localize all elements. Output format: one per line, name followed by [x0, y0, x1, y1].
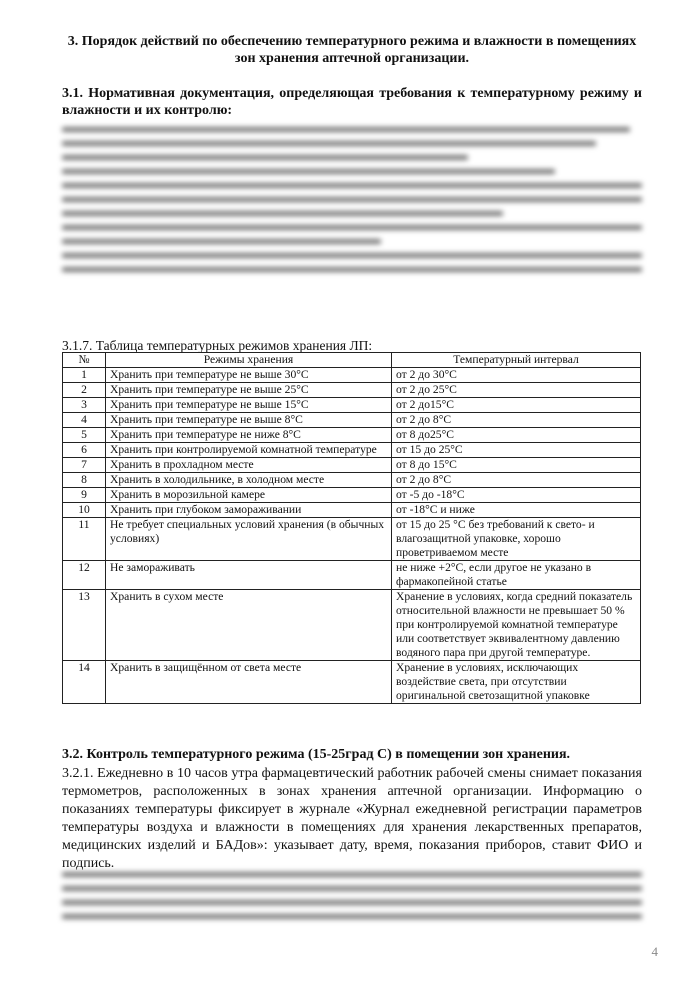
cell-mode: Не замораживать: [106, 561, 392, 590]
table-row: [63, 398, 641, 413]
cell-range: от 2 до 8°С: [392, 473, 641, 488]
cell-range: от 15 до 25 °С без требований к свето- и влагозащитной упаковке, хорошо проветриваемом месте: [392, 518, 641, 561]
table-row: [63, 518, 641, 561]
table-header-row: [63, 353, 641, 368]
cell-mode: Хранить при температуре не выше 15°С: [106, 398, 392, 413]
col-range-header: Температурный интервал: [392, 353, 641, 368]
cell-mode: Хранить в сухом месте: [106, 590, 392, 661]
cell-number: 9: [63, 488, 106, 503]
cell-range: Хранение в условиях, исключающих воздействие света, при отсутствии оригинальной светозащитной упаковке: [392, 661, 641, 704]
cell-range: от 15 до 25°С: [392, 443, 641, 458]
subsection-title: 3.1. Нормативная документация, определяющая требования к температурному режиму и влажности и их контролю:: [62, 86, 642, 118]
cell-mode: Хранить при глубоком замораживании: [106, 503, 392, 518]
cell-mode: Не требует специальных условий хранения (в обычных условиях): [106, 518, 392, 561]
cell-number: 10: [63, 503, 106, 518]
page-number: 4: [651, 944, 658, 959]
blurred-text-block: [62, 118, 642, 281]
cell-range: от 2 до15°С: [392, 398, 641, 413]
cell-range: не ниже +2°С, если другое не указано в фармакопейной статье: [392, 561, 641, 590]
table-row: [63, 458, 641, 473]
cell-mode: Хранить при контролируемой комнатной температуре: [106, 443, 392, 458]
cell-mode: Хранить при температуре не ниже 8°С: [106, 428, 392, 443]
storage-table: [62, 352, 641, 704]
table-row: [63, 443, 641, 458]
cell-number: 8: [63, 473, 106, 488]
cell-mode: Хранить при температуре не выше 25°С: [106, 383, 392, 398]
section-32-text: 3.2.1. Ежедневно в 10 часов утра фармацевтический работник рабочей смены снимает показания термометров, расположенных в зонах хранения аптечной организации. Информацию о показаниях температуры фиксирует в журнале «Журнал ежедневной регистрации параметров температуры воздуха и влажности в помещениях для хранения лекарственных препаратов, медицинских изделий и БАДов»: указывает дату, время, показания приборов, ставит ФИО и подпись.: [62, 766, 642, 871]
cell-number: 7: [63, 458, 106, 473]
cell-mode: Хранить в морозильной камере: [106, 488, 392, 503]
cell-number: 6: [63, 443, 106, 458]
section-title: 3. Порядок действий по обеспечению температурного режима и влажности в помещениях зон хранения аптечной организации.: [67, 34, 637, 66]
cell-mode: Хранить при температуре не выше 8°С: [106, 413, 392, 428]
cell-range: Хранение в условиях, когда средний показатель относительной влажности не превышает 50 % при контролируемой комнатной температуре или соответствует эквивалентному давлению водяного пара при другой температуре.: [392, 590, 641, 661]
table-row: [63, 368, 641, 383]
table-row: [63, 428, 641, 443]
table-row: [63, 503, 641, 518]
blurred-text-block-bottom: [62, 863, 642, 928]
cell-mode: Хранить в прохладном месте: [106, 458, 392, 473]
table-row: [63, 590, 641, 661]
cell-range: от 8 до 15°С: [392, 458, 641, 473]
cell-number: 12: [63, 561, 106, 590]
table-row: [63, 661, 641, 704]
cell-range: от 2 до 30°С: [392, 368, 641, 383]
cell-number: 14: [63, 661, 106, 704]
table-row: [63, 413, 641, 428]
table-row: [63, 383, 641, 398]
cell-mode: Хранить в защищённом от света месте: [106, 661, 392, 704]
cell-mode: Хранить в холодильнике, в холодном месте: [106, 473, 392, 488]
cell-number: 3: [63, 398, 106, 413]
cell-range: от 2 до 25°С: [392, 383, 641, 398]
col-mode-header: Режимы хранения: [106, 353, 392, 368]
table-caption: 3.1.7. Таблица температурных режимов хранения ЛП:: [62, 338, 373, 353]
table-row: [63, 561, 641, 590]
cell-number: 4: [63, 413, 106, 428]
cell-range: от -18°С и ниже: [392, 503, 641, 518]
cell-number: 5: [63, 428, 106, 443]
table-row: [63, 488, 641, 503]
cell-number: 1: [63, 368, 106, 383]
cell-number: 11: [63, 518, 106, 561]
section-32-title: 3.2. Контроль температурного режима (15-25град С) в помещении зон хранения.: [62, 747, 571, 762]
cell-number: 2: [63, 383, 106, 398]
table-body: [63, 368, 641, 704]
col-number-header: №: [63, 353, 106, 368]
cell-mode: Хранить при температуре не выше 30°С: [106, 368, 392, 383]
cell-range: от -5 до -18°С: [392, 488, 641, 503]
cell-range: от 2 до 8°С: [392, 413, 641, 428]
table-row: [63, 473, 641, 488]
cell-number: 13: [63, 590, 106, 661]
cell-range: от 8 до25°С: [392, 428, 641, 443]
